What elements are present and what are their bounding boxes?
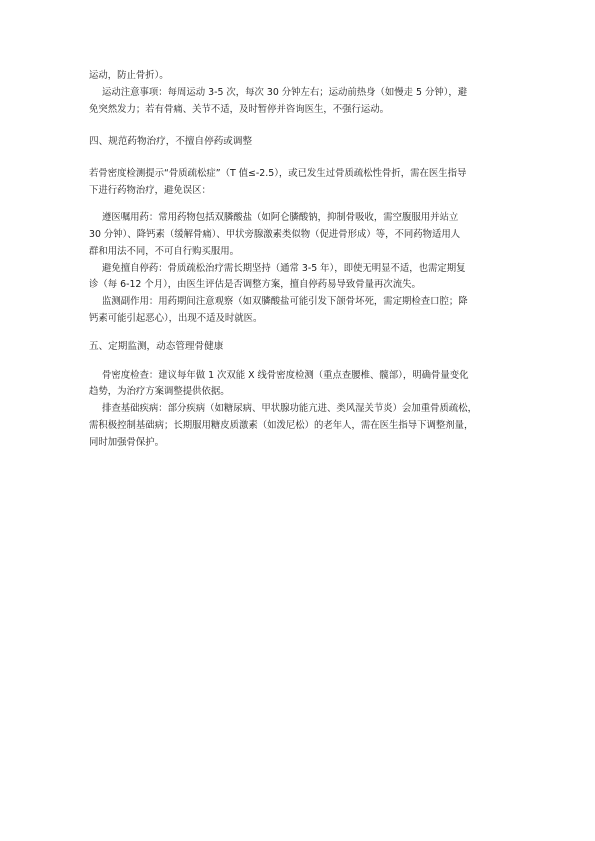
section4-heading: 四、规范药物治疗，不擅自停药或调整 — [89, 136, 253, 147]
section5-item2-line: 需积极控制基础病；长期服用糖皮质激素（如泼尼松）的老年人，需在医生指导下调整剂量， — [89, 420, 474, 431]
section5-heading: 五、定期监测，动态管理骨健康 — [89, 341, 224, 352]
section5-item1-line: 骨密度检查：建议每年做 1 次双能 X 线骨密度检测（重点查腰椎、髋部），明确骨量变化 — [102, 370, 469, 381]
intro-tail-line: 运动，防止骨折）。 — [89, 70, 169, 81]
section5-item2-line: 同时加强骨保护。 — [89, 437, 165, 448]
section4-item1-line: 30 分钟）、降钙素（缓解骨痛）、甲状旁腺激素类似物（促进骨形成）等，不同药物适用人 — [89, 229, 461, 240]
section4-item3-line: 钙素可能引起恶心），出现不适及时就医。 — [89, 313, 263, 324]
section4-item2-line: 避免擅自停药：骨质疏松治疗需长期坚持（通常 3-5 年），即使无明显不适，也需定期复 — [102, 263, 466, 274]
exercise-note-line: 运动注意事项：每周运动 3-5 次，每次 30 分钟左右；运动前热身（如慢走 5 分钟），避 — [102, 87, 468, 98]
section4-item1-line: 遵医嘱用药：常用药物包括双膦酸盐（如阿仑膦酸钠，抑制骨吸收，需空腹服用并站立 — [102, 212, 459, 223]
section4-intro-line: 下进行药物治疗，避免误区： — [89, 185, 211, 196]
section4-intro-line: 若骨密度检测提示“骨质疏松症”（T 值≤-2.5），或已发生过骨质疏松性骨折，需在医生指导 — [89, 168, 467, 179]
section4-item3-line: 监测副作用：用药期间注意观察（如双膦酸盐可能引发下颌骨坏死，需定期检查口腔；降 — [102, 296, 468, 307]
exercise-note-line: 免突然发力；若有骨痛、关节不适，及时暂停并咨询医生，不强行运动。 — [89, 104, 390, 115]
section5-item2-line: 排查基础疾病：部分疾病（如糖尿病、甲状腺功能亢进、类风湿关节炎）会加重骨质疏松， — [102, 403, 478, 414]
section5-item1-line: 趋势，为治疗方案调整提供依据。 — [89, 386, 230, 397]
section4-item1-line: 群和用法不同，不可自行购买服用。 — [89, 246, 240, 257]
section4-item2-line: 诊（每 6-12 个月），由医生评估是否调整方案，擅自停药易导致骨量再次流失。 — [89, 279, 421, 290]
